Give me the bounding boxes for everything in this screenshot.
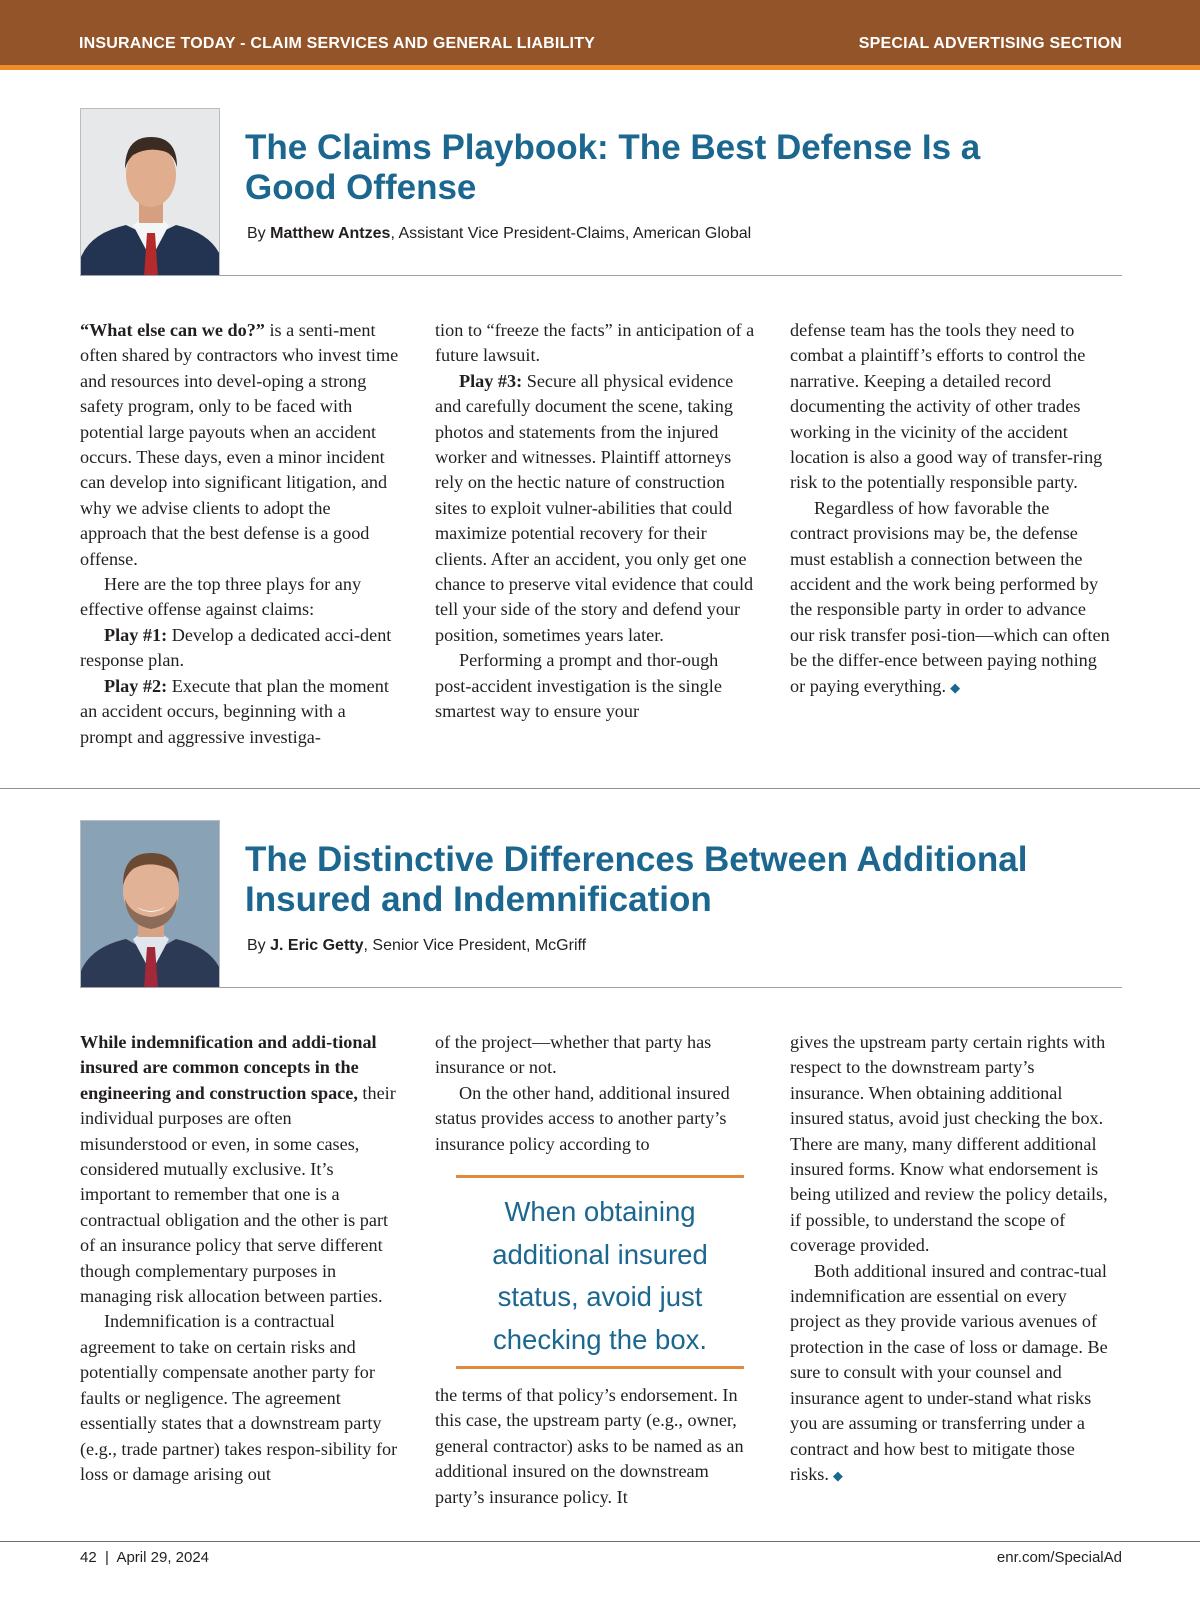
body-paragraph	[80, 1030, 400, 1309]
article-separator	[0, 788, 1200, 789]
pull-quote	[456, 1175, 744, 1369]
paragraph-text: Secure all physical evidence and carefully document the scene, taking photos and statements from the injured worker and witnesses. Plaintiff attorneys rely on the hectic nature of construction sites to exploit vulner-abilities that could maximize potential recovery for their clients. After an accident, you only get one chance to preserve vital evidence that could tell your side of the story and defend your position, sometimes years later.	[435, 370, 754, 645]
article2-column-3	[790, 1030, 1110, 1488]
article2-author-name: J. Eric Getty	[270, 937, 364, 954]
body-paragraph: Here are the top three plays for any effective offense against claims:	[80, 574, 362, 620]
article2-header-rule	[80, 987, 1122, 988]
body-paragraph	[435, 369, 755, 648]
article1-column-1	[80, 318, 400, 750]
article1-author-name: Matthew Antzes	[270, 225, 391, 242]
article2-author-role: , Senior Vice President, McGriff	[363, 937, 587, 954]
headshot-illustration	[81, 821, 220, 988]
pull-quote-line: When obtaining	[504, 1196, 696, 1227]
pull-quote-line: checking the box.	[492, 1323, 708, 1355]
paragraph-text: Regardless of how favorable the contract provisions may be, the defense must establish a connection between the accident and the work being performed by the responsible party in order to advance our risk transfer posi-tion—which can often be the differ-ence between paying nothing or paying everything.	[790, 497, 1110, 696]
body-paragraph	[790, 1259, 1110, 1489]
article1-header-rule	[80, 275, 1122, 276]
play-label: Play #1:	[104, 624, 168, 645]
article2-column-2-top	[435, 1030, 755, 1157]
article1-title-line2: Good Offense	[245, 168, 477, 207]
body-paragraph	[80, 623, 400, 674]
footer-rule	[0, 1541, 1200, 1542]
body-paragraph	[80, 674, 400, 750]
article2-title-line2: Insured and Indemnification	[245, 880, 712, 919]
body-paragraph: gives the upstream party certain rights with respect to the downstream party’s insurance. When obtaining additional insured status, avoid just checking the box. There are many, many different additional insured forms. Know what endorsement is being utilized and review the policy details, if possible, to understand the scope of coverage provided.	[790, 1032, 1108, 1256]
article1-author-role: , Assistant Vice President-Claims, American Global	[390, 225, 752, 242]
article2-byline	[247, 937, 586, 955]
paragraph-text: Develop a dedicated acci-dent response plan.	[80, 624, 392, 671]
body-paragraph: On the other hand, additional insured status provides access to another party’s insurance policy according to	[435, 1082, 730, 1154]
body-paragraph	[790, 496, 1110, 700]
issue-date: April 29, 2024	[116, 1549, 210, 1566]
paragraph-text: their individual purposes are often misunderstood or even, in some cases, considered mutually exclusive. It’s important to remember that one is a contractual obligation and the other is part of an insurance policy that serve different though complementary purposes in managing risk allocation between parties.	[80, 1082, 396, 1307]
paragraph-text: Both additional insured and contrac-tual indemnification are essential on every project as they provide various avenues of protection in the case of loss or damage. Be sure to consult with your counsel and insurance agent to under-stand what risks you are assuming or transferring under a contract and how best to mitigate those risks.	[790, 1260, 1108, 1484]
footer-url[interactable]: enr.com/SpecialAd	[996, 1549, 1122, 1566]
section-banner	[0, 0, 1200, 70]
pull-quote-text	[456, 1191, 744, 1361]
banner-ad-label: SPECIAL ADVERTISING SECTION	[858, 35, 1122, 52]
banner-section-title: INSURANCE TODAY - CLAIM SERVICES AND GENERAL LIABILITY	[79, 35, 596, 52]
headshot-illustration	[81, 109, 220, 276]
pull-quote-line: additional insured	[492, 1238, 708, 1270]
body-paragraph: the terms of that policy’s endorsement. In this case, the upstream party (e.g., owner, general contractor) asks to be named as an additional insured on the downstream party’s insurance policy. It	[435, 1385, 744, 1507]
body-paragraph: of the project—whether that party has insurance or not.	[435, 1032, 712, 1078]
lead-in: While indemnification and addi-tional insured are common concepts in the engineering and construction space,	[80, 1032, 377, 1103]
play-label: Play #3:	[459, 370, 523, 391]
article1-title	[245, 128, 1105, 208]
article2-column-1	[80, 1030, 400, 1487]
article2-column-2-bottom	[435, 1383, 755, 1510]
author-headshot-getty	[80, 820, 220, 988]
page-number: 42	[80, 1549, 97, 1566]
footer-left	[80, 1549, 209, 1566]
lead-in: “What else can we do?”	[80, 320, 265, 340]
article2-title	[245, 840, 1105, 920]
body-paragraph: Performing a prompt and thor-ough post-accident investigation is the single smartest way to ensure your	[435, 650, 722, 722]
article2-title-line1: The Distinctive Differences Between Additional	[245, 840, 1028, 879]
byline-prefix: By	[247, 225, 266, 242]
article1-column-3	[790, 318, 1110, 700]
article1-byline	[247, 225, 751, 243]
article1-title-line1: The Claims Playbook: The Best Defense Is a	[245, 128, 981, 167]
body-paragraph: Indemnification is a contractual agreement to take on certain risks and potentially compensate another party for faults or negligence. The agreement essentially states that a downstream party (e.g., trade partner) takes respon-sibility for loss or damage arising out	[80, 1311, 398, 1484]
paragraph-text: is a senti-ment often shared by contractors who invest time and resources into devel-oping a strong safety program, only to be faced with potential large payouts when an accident occurs. These days, even a minor incident can develop into significant litigation, and why we advise clients to adopt the approach that the best defense is a good offense.	[80, 320, 399, 569]
body-paragraph	[80, 318, 400, 572]
play-label: Play #2:	[104, 675, 168, 696]
pull-quote-line: status, avoid just	[497, 1281, 703, 1312]
body-paragraph: tion to “freeze the facts” in anticipation of a future lawsuit.	[435, 320, 755, 366]
end-mark-icon: ◆	[832, 1467, 843, 1483]
end-mark-icon: ◆	[950, 679, 961, 695]
body-paragraph: defense team has the tools they need to combat a plaintiff’s efforts to control the narrative. Keeping a detailed record documenting the activity of other trades working in the vicinity of the accident location is also a good way of transfer-ring risk to the potentially responsible party.	[790, 320, 1103, 493]
article1-column-2	[435, 318, 755, 725]
author-headshot-antzes	[80, 108, 220, 276]
footer-divider: |	[105, 1549, 109, 1566]
paragraph-text: Execute that plan the moment an accident occurs, beginning with a prompt and aggressive investiga-	[80, 675, 389, 747]
byline-prefix: By	[247, 937, 266, 954]
